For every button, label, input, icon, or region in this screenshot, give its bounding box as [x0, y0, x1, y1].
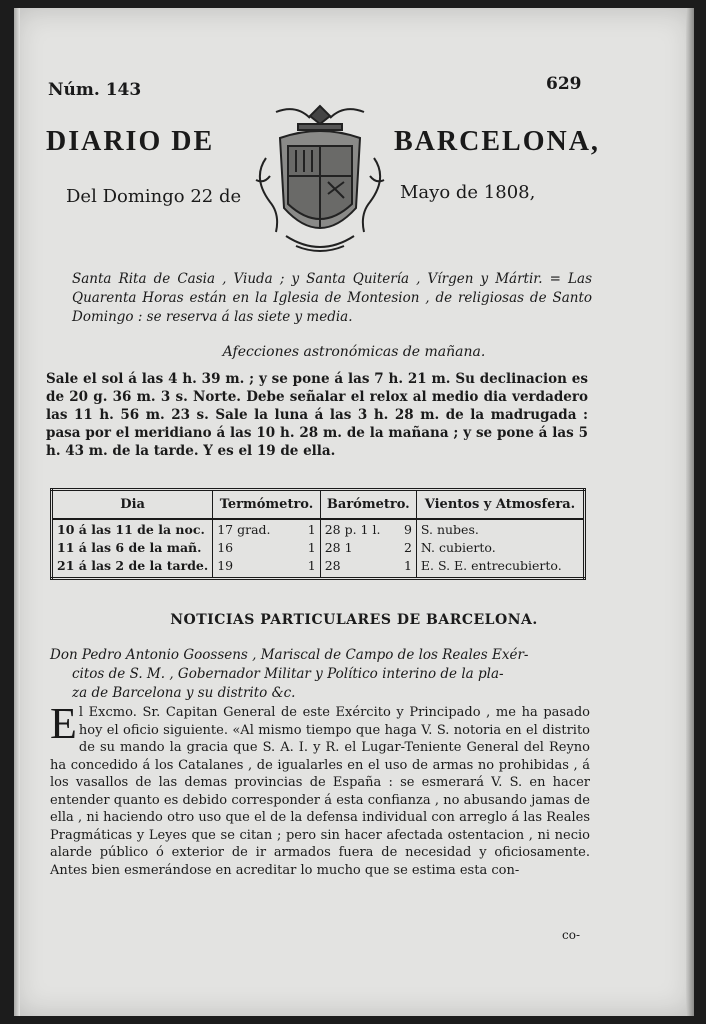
- thermo-value: 17 grad.: [217, 521, 271, 537]
- thermo-fraction: 1: [307, 557, 316, 573]
- cell-dia: 21 á las 2 de la tarde.: [52, 556, 213, 579]
- cell-vientos: N. cubierto.: [416, 538, 584, 556]
- coat-of-arms-icon: [246, 98, 394, 260]
- table-row: [52, 538, 585, 556]
- decree-line: Don Pedro Antonio Goossens , Mariscal de Campo de los Reales Exér-: [50, 647, 529, 663]
- astronomy-text: Sale el sol á las 4 h. 39 m. ; y se pone á las 7 h. 21 m. Su declinacion es de 20 g. 36 m. 3 s. Norte. Debe señalar el relox al medio dia verdadero las 11 h. 56 m. 23 s. Sale la luna á las 3 h. 28 m. de la madrugada : pasa por el meridiano á las 10 h. 28 m. de la mañana ; y se pone á las 5 h. 43 m. de la tarde. Y es el 19 de ella.: [46, 371, 588, 459]
- cell-termometro: [213, 519, 320, 538]
- cell-dia: 11 á las 6 de la mañ.: [52, 538, 213, 556]
- baro-fraction: 1: [403, 557, 412, 573]
- newspaper-page: [14, 8, 694, 1016]
- decree-preamble: [50, 646, 590, 703]
- baro-value: 28 p. 1 l.: [324, 521, 381, 537]
- thermo-fraction: 1: [307, 521, 316, 537]
- astronomy-heading: Afecciones astronómicas de mañana.: [222, 344, 486, 360]
- catchword: co-: [562, 928, 580, 942]
- cell-barometro: [320, 519, 416, 538]
- baro-fraction: 2: [403, 539, 412, 555]
- drop-cap: E: [50, 699, 77, 748]
- table-row: [52, 519, 585, 538]
- baro-value: 28 1: [324, 539, 353, 555]
- article-text: l Excmo. Sr. Capitan General de este Exército y Principado , me ha pasado hoy el oficio siguiente. «Al mismo tiempo que haga V. S. notoria en el distrito de su mando la gracia que S. A. I. y R. el Lugar-Teniente General del Reyno ha concedido á los Catalanes , de igualarles en el uso de armas no prohibidas , á los vasallos de las demas provincias de España : se esmerará V. S. en hacer entender quanto es debido corresponder á esta confianza , no abusando jamas de ella , ni haciendo otro uso que el de la defensa individual con arreglo á las Reales Pragmáticas y Leyes que se citan ; pero sin hacer afectada ostentacion , ni necio alarde público ó exterior de ir armados fuera de necesidad y oficiosamente. Antes bien esmerándose en acreditar lo mucho que se estima esta con-: [50, 705, 590, 878]
- decree-line: citos de S. M. , Gobernador Militar y Político interino de la pla-: [72, 666, 504, 682]
- date-right: Mayo de 1808,: [400, 182, 536, 203]
- col-dia: Dia: [52, 490, 213, 520]
- thermo-value: 19: [217, 557, 234, 573]
- col-vientos: Vientos y Atmosfera.: [416, 490, 584, 520]
- saints-of-the-day: Santa Rita de Casia , Viuda ; y Santa Quitería , Vírgen y Mártir. = Las Quarenta Horas están en la Iglesia de Montesion , de religiosas de Santo Domingo : se reserva á las siete y media.: [72, 271, 592, 325]
- cell-termometro: [213, 538, 320, 556]
- cell-vientos: S. nubes.: [416, 519, 584, 538]
- date-left: Del Domingo 22 de: [66, 186, 242, 207]
- masthead-title-left: DIARIO DE: [46, 126, 215, 157]
- col-termometro: Termómetro.: [213, 490, 320, 520]
- cell-barometro: [320, 556, 416, 579]
- weather-table-header: [52, 490, 585, 520]
- thermo-value: 16: [217, 539, 234, 555]
- page-gutter-shadow: [14, 8, 20, 1016]
- thermo-fraction: 1: [307, 539, 316, 555]
- noticias-heading: NOTICIAS PARTICULARES DE BARCELONA.: [170, 612, 538, 628]
- masthead-title-right: BARCELONA,: [394, 126, 600, 157]
- page-edge-shadow: [686, 8, 694, 1016]
- page-number: 629: [546, 74, 582, 94]
- cell-dia: 10 á las 11 de la noc.: [52, 519, 213, 538]
- table-row: [52, 556, 585, 579]
- cell-termometro: [213, 556, 320, 579]
- baro-fraction: 9: [403, 521, 412, 537]
- issue-number: Núm. 143: [48, 80, 142, 100]
- baro-value: 28: [324, 557, 341, 573]
- col-barometro: Barómetro.: [320, 490, 416, 520]
- decree-line: za de Barcelona y su distrito &c.: [72, 685, 296, 701]
- article-body: [50, 699, 590, 879]
- weather-table: [50, 488, 586, 580]
- cell-vientos: E. S. E. entrecubierto.: [416, 556, 584, 579]
- cell-barometro: [320, 538, 416, 556]
